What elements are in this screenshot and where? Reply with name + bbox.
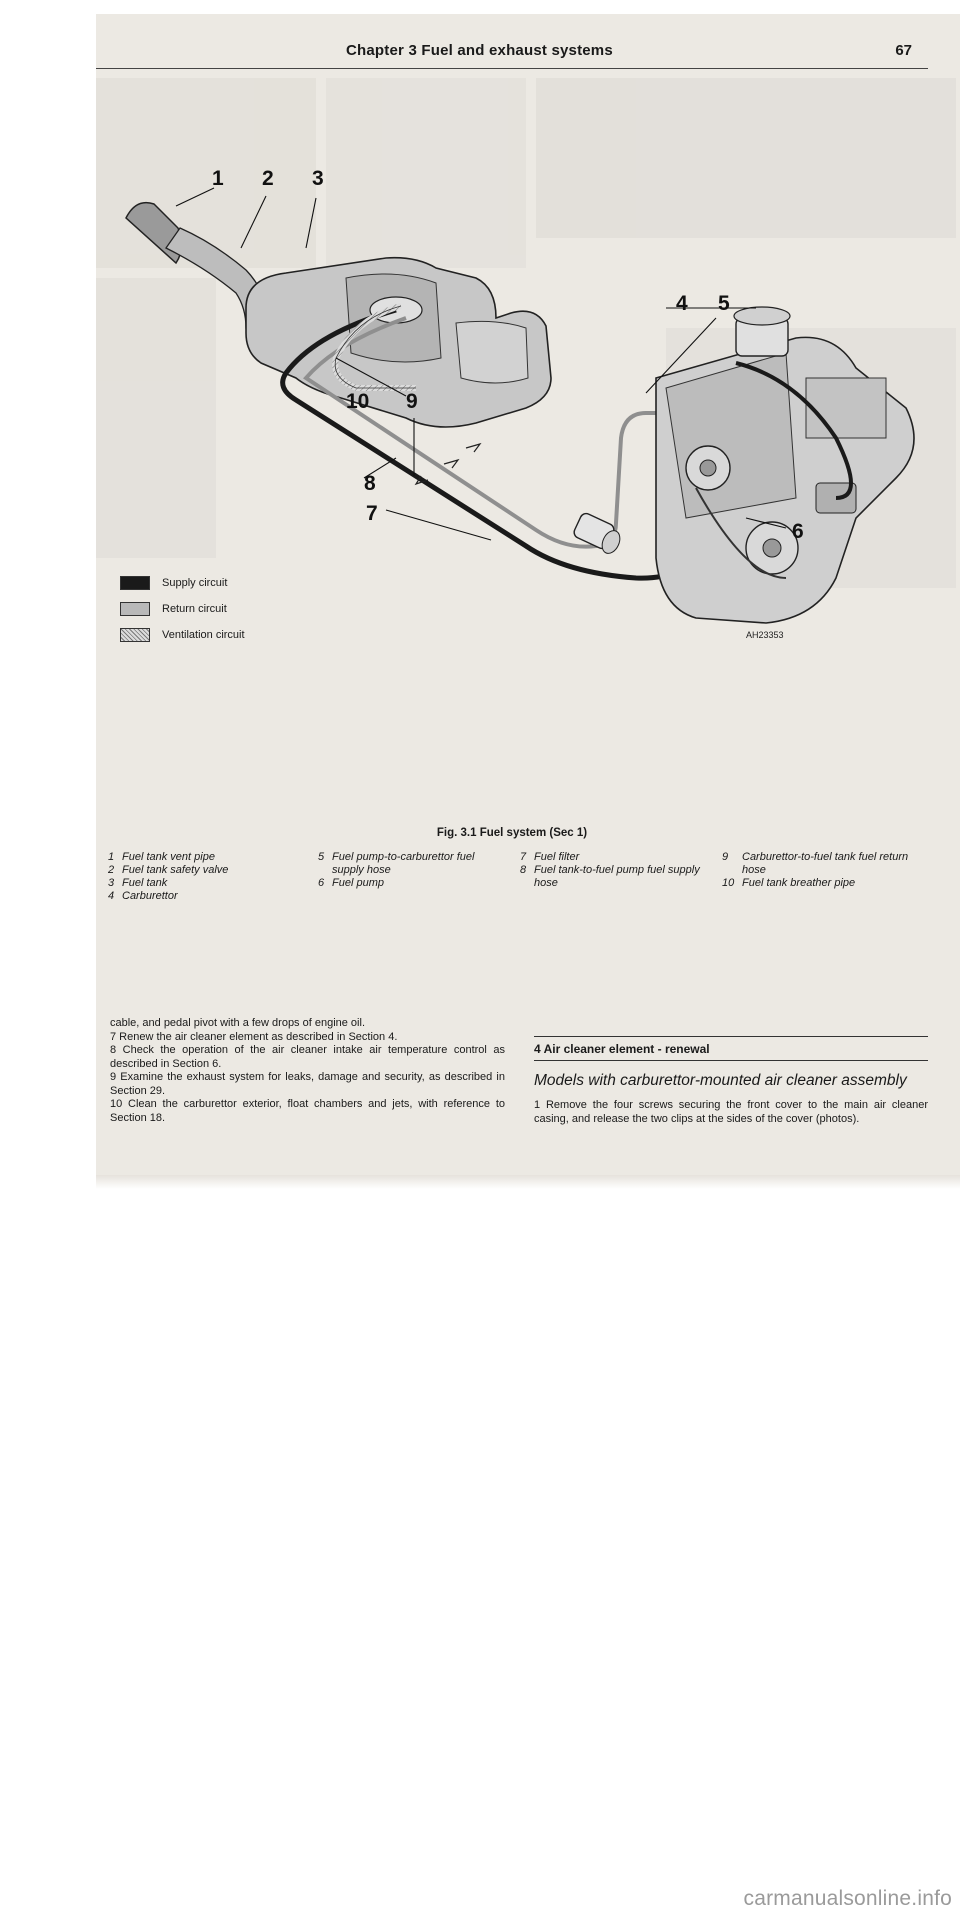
legend-label-supply: Supply circuit (162, 577, 228, 589)
circuit-legend (120, 570, 245, 648)
ventilation-swatch (120, 628, 150, 642)
key-item: 1 Fuel tank vent pipe (108, 851, 215, 863)
paragraph: cable, and pedal pivot with a few drops of engine oil. (110, 1017, 365, 1029)
callout-10: 10 (346, 390, 370, 413)
right-column-section (534, 1036, 928, 1126)
key-column-2 (318, 851, 488, 890)
section-rule-bottom (534, 1060, 928, 1061)
legend-label-return: Return circuit (162, 603, 227, 615)
paragraph: 9 Examine the exhaust system for leaks, damage and security, as described in Section 29. (110, 1071, 505, 1097)
legend-item-return (120, 596, 245, 622)
key-item: 2 Fuel tank safety valve (108, 864, 229, 876)
page-number: 67 (895, 42, 912, 59)
section-subheading: Models with carburettor-mounted air cleaner assembly (534, 1072, 907, 1089)
callout-1: 1 (212, 167, 224, 190)
section-heading: 4 Air cleaner element - renewal (534, 1042, 710, 1056)
key-item: 10 Fuel tank breather pipe (722, 877, 856, 889)
legend-label-ventilation: Ventilation circuit (162, 629, 245, 641)
paragraph: 8 Check the operation of the air cleaner intake air temperature control as described in Section 6. (110, 1044, 505, 1070)
key-item: 5 Fuel pump-to-carburettor fuel supply hose (318, 851, 475, 876)
callout-5: 5 (718, 292, 730, 315)
key-column-4 (722, 851, 922, 890)
fuel-system-figure (96, 78, 960, 778)
flow-arrows (416, 444, 480, 484)
left-column-text (110, 1017, 505, 1125)
key-column-3 (520, 851, 700, 890)
key-item: 9 Carburettor-to-fuel tank fuel return hose (722, 851, 909, 876)
header-rule (96, 68, 928, 69)
figure-code: AH23353 (746, 630, 784, 640)
key-item: 6 Fuel pump (318, 877, 384, 889)
paragraph: 10 Clean the carburettor exterior, float chambers and jets, with reference to Section 18. (110, 1098, 505, 1124)
key-item: 4 Carburettor (108, 890, 178, 902)
callout-8: 8 (364, 472, 376, 495)
paragraph: 7 Renew the air cleaner element as described in Section 4. (110, 1030, 398, 1043)
chapter-title: Chapter 3 Fuel and exhaust systems (346, 42, 613, 59)
key-column-1 (108, 851, 308, 903)
legend-item-supply (120, 570, 245, 596)
figure-caption: Fig. 3.1 Fuel system (Sec 1) (436, 827, 588, 839)
paragraph: 1 Remove the four screws securing the front cover to the main air cleaner casing, and release the two clips at the sides of the cover (photos). (534, 1099, 928, 1125)
site-watermark: carmanualsonline.info (743, 1887, 952, 1910)
callout-7: 7 (366, 502, 378, 525)
key-item: 3 Fuel tank (108, 877, 168, 889)
callout-6: 6 (792, 520, 804, 543)
legend-item-ventilation (120, 622, 245, 648)
page-header (96, 38, 928, 68)
fuel-tank-shape (246, 258, 551, 427)
callout-4: 4 (676, 292, 688, 315)
callout-9: 9 (406, 390, 418, 413)
callout-3: 3 (312, 167, 324, 190)
key-item: 7 Fuel filter (520, 851, 580, 863)
return-swatch (120, 602, 150, 616)
page-shadow (96, 1175, 960, 1189)
callout-2: 2 (262, 167, 274, 190)
supply-swatch (120, 576, 150, 590)
key-item: 8 Fuel tank-to-fuel pump fuel supply hose (520, 864, 700, 889)
